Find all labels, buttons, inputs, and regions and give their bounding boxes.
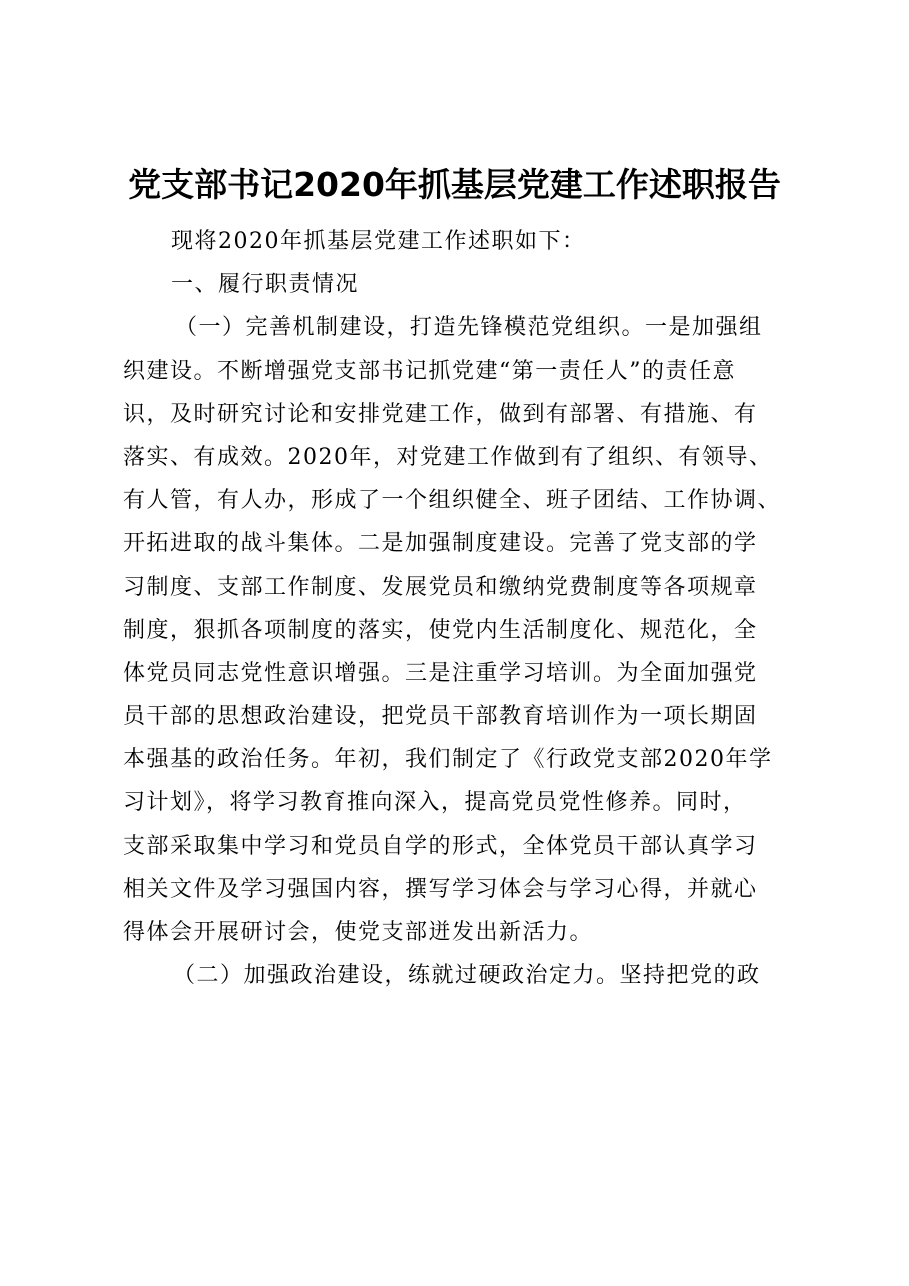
paragraph-line: 习制度、支部工作制度、发展党员和缴纳党费制度等各项规章 bbox=[123, 574, 758, 600]
paragraph-line: 习计划》，将学习教育推向深入，提高党员党性修养。同时， bbox=[123, 790, 747, 816]
paragraph-line: 开拓进取的战斗集体。二是加强制度建设。完善了党支部的学 bbox=[123, 531, 758, 557]
paragraph-line: （一）完善机制建设，打造先锋模范党组织。一是加强组 bbox=[175, 315, 763, 341]
document-body bbox=[123, 220, 823, 997]
paragraph-intro: 现将2020年抓基层党建工作述职如下： bbox=[171, 229, 586, 254]
paragraph-line: 相关文件及学习强国内容，撰写学习体会与学习心得，并就心 bbox=[123, 876, 758, 902]
paragraph-line: 体党员同志党性意识增强。三是注重学习培训。为全面加强党 bbox=[123, 660, 758, 686]
paragraph-line: 落实、有成效。2020年，对党建工作做到有了组织、有领导、 bbox=[123, 444, 773, 470]
paragraph-line: 有人管，有人办，形成了一个组织健全、班子团结、工作协调、 bbox=[123, 488, 782, 514]
paragraph-line: 制度，狠抓各项制度的落实，使党内生活制度化、规范化，全 bbox=[123, 617, 758, 643]
paragraph-line: 识，及时研究讨论和安排党建工作，做到有部署、有措施、有 bbox=[123, 401, 758, 427]
paragraph-line: 支部采取集中学习和党员自学的形式，全体党员干部认真学习 bbox=[123, 833, 758, 859]
paragraph-line: 织建设。不断增强党支部书记抓党建“第一责任人”的责任意 bbox=[123, 358, 736, 384]
section-heading: 一、履行职责情况 bbox=[171, 272, 360, 298]
paragraph-line: （二）加强政治建设，练就过硬政治定力。坚持把党的政 bbox=[173, 963, 761, 989]
paragraph-line: 得体会开展研讨会，使党支部迸发出新活力。 bbox=[123, 920, 594, 945]
paragraph-line: 本强基的政治任务。年初，我们制定了《行政党支部2020年学 bbox=[123, 747, 773, 773]
document-title: 党支部书记2020年抓基层党建工作述职报告 bbox=[128, 165, 781, 204]
paragraph-line: 员干部的思想政治建设，把党员干部教育培训作为一项长期固 bbox=[123, 704, 758, 730]
